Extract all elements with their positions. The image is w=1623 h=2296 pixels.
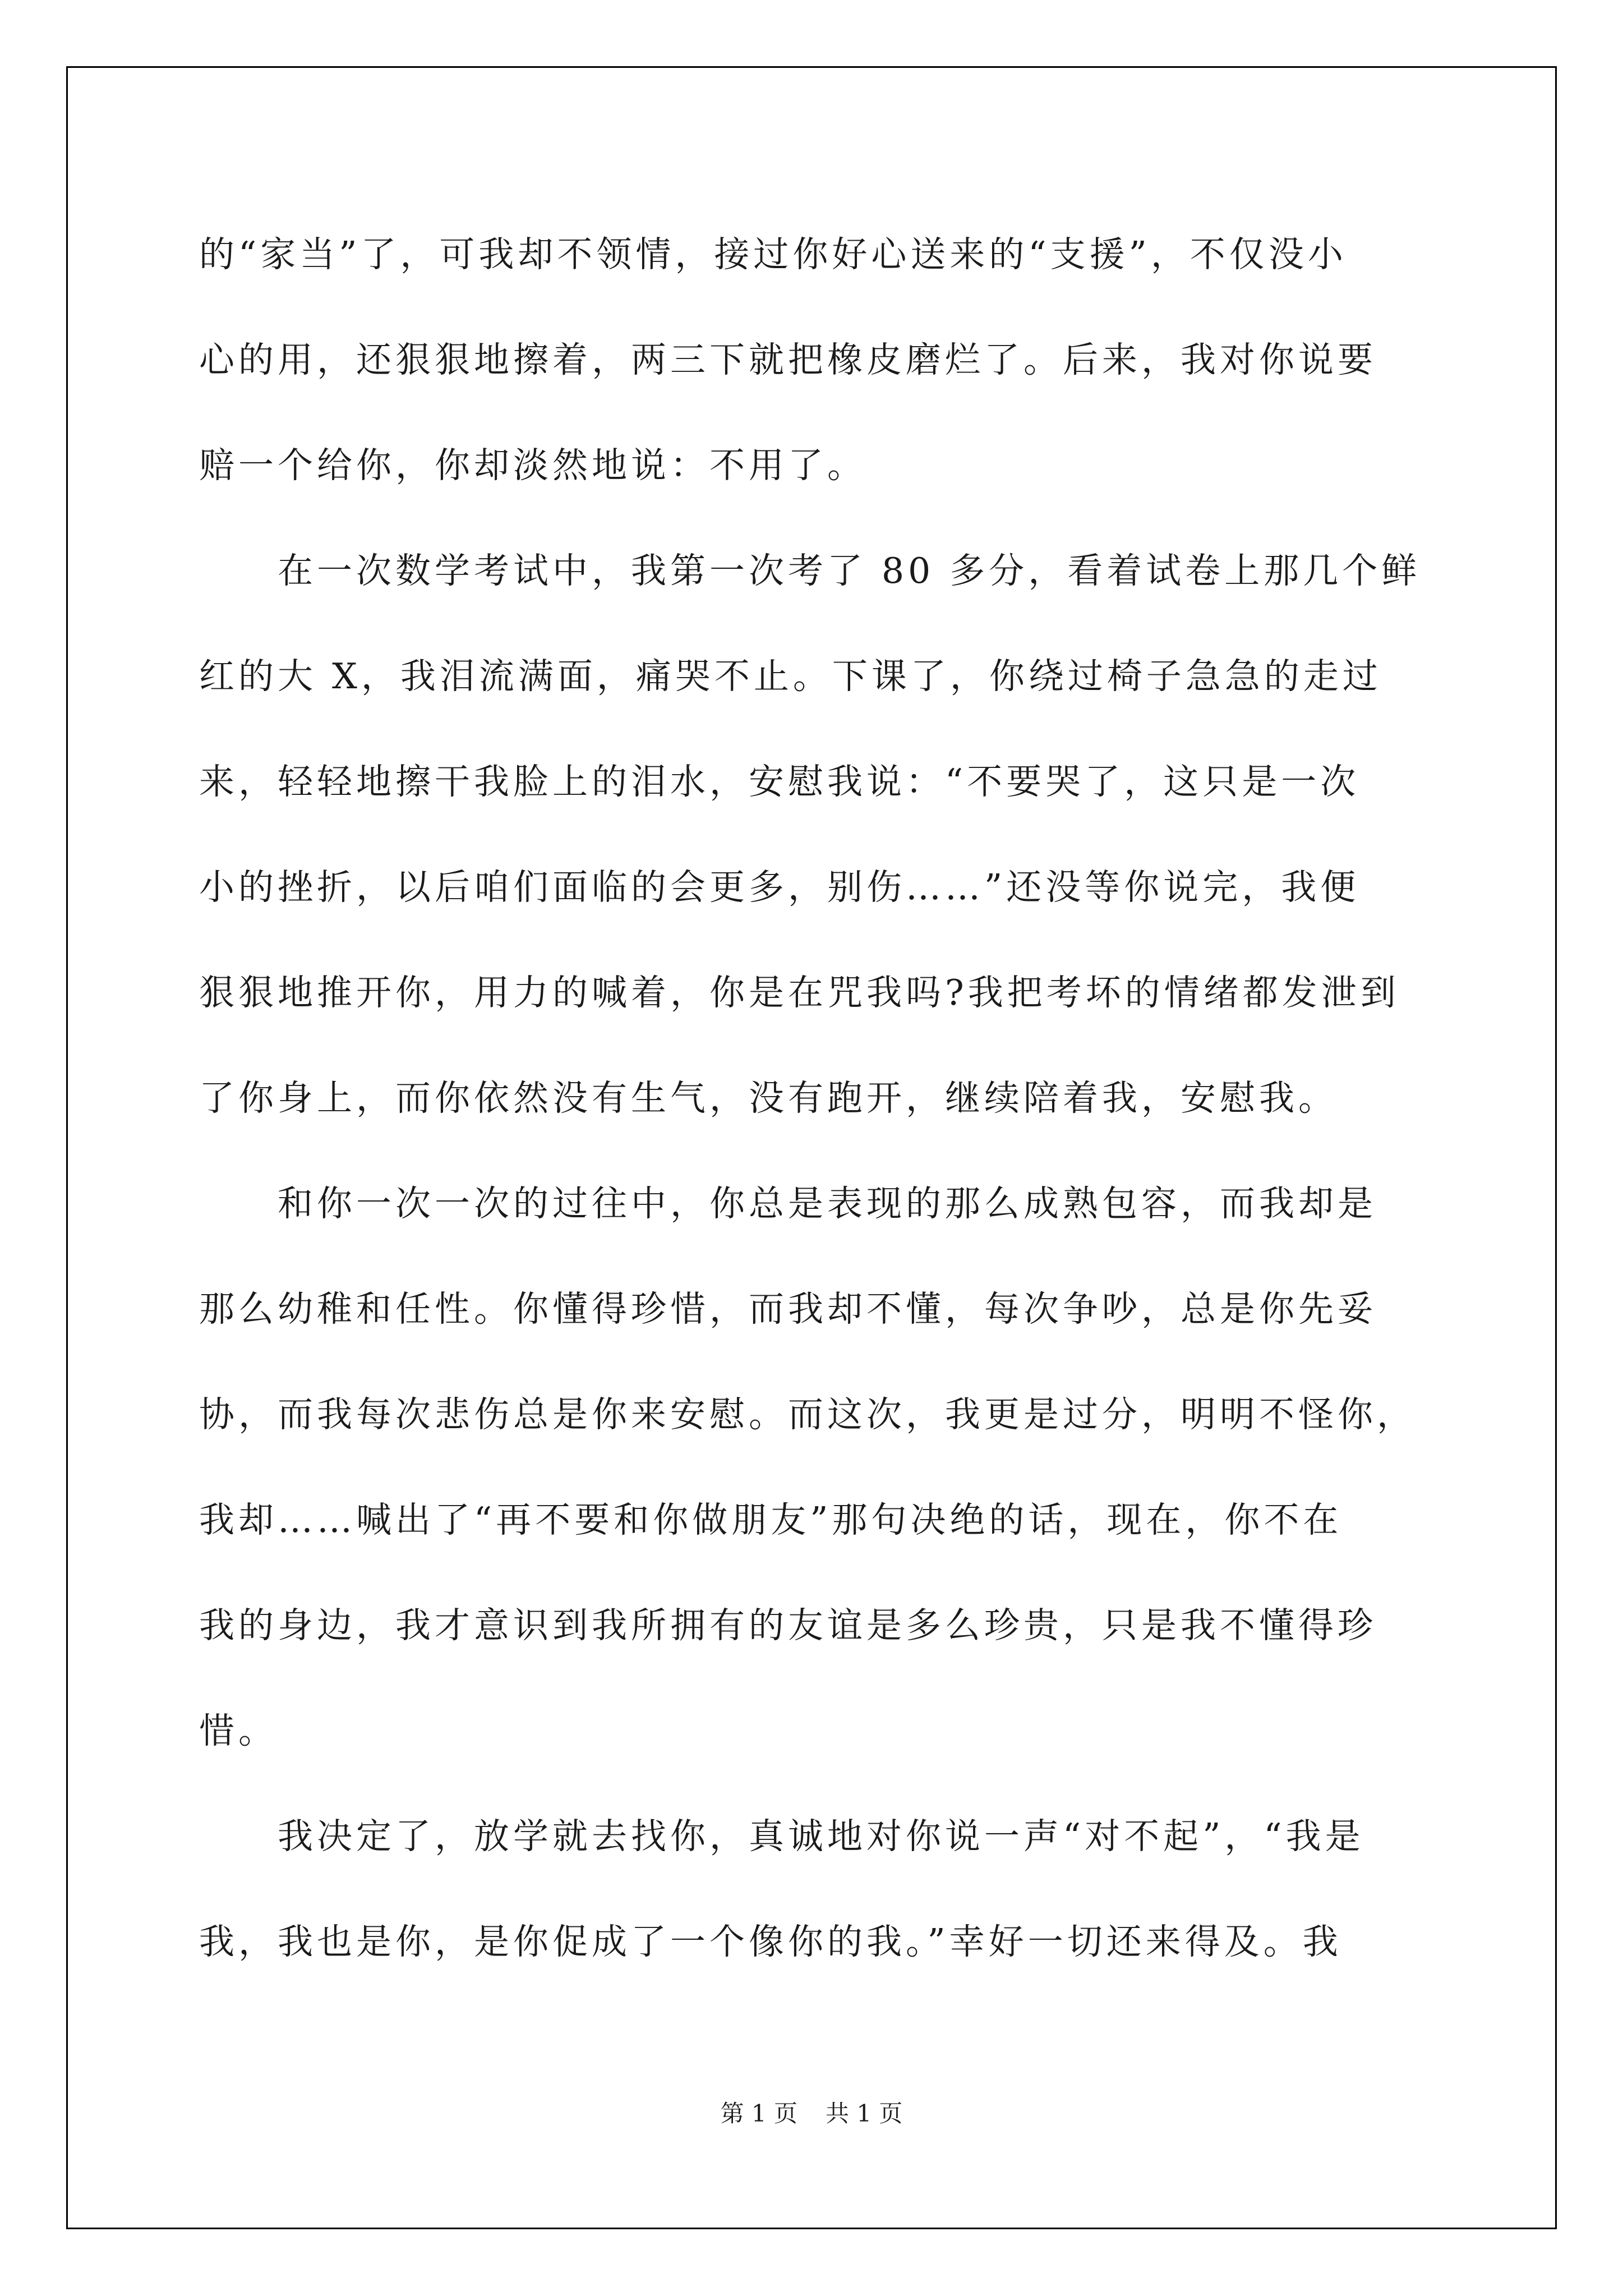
text-line: 赔一个给你，你却淡然地说：不用了。	[199, 445, 866, 486]
text-line: 我的身边，我才意识到我所拥有的友谊是多么珍贵，只是我不懂得珍	[199, 1605, 1377, 1646]
text-line: 的“家当”了，可我却不领情，接过你好心送来的“支援”，不仅没小	[199, 234, 1347, 275]
text-line: 红的大 X，我泪流满面，痛哭不止。下课了，你绕过椅子急急的走过	[199, 656, 1382, 697]
text-line: 小的挫折，以后咱们面临的会更多，别伤……”还没等你说完，我便	[199, 867, 1360, 908]
text-line: 我却……喊出了“再不要和你做朋友”那句决绝的话，现在，你不在	[199, 1499, 1343, 1540]
page-total: 共 1 页	[826, 2100, 903, 2127]
text-line: 协，而我每次悲伤总是你来安慰。而这次，我更是过分，明明不怪你，	[199, 1394, 1416, 1435]
text-line: 了你身上，而你依然没有生气，没有跑开，继续陪着我，安慰我。	[199, 1078, 1338, 1119]
text-line: 在一次数学考试中，我第一次考了 80 多分，看着试卷上那几个鲜	[278, 550, 1421, 591]
text-line: 心的用，还狠狠地擦着，两三下就把橡皮磨烂了。后来，我对你说要	[199, 339, 1377, 380]
text-line: 来，轻轻地擦干我脸上的泪水，安慰我说：“不要哭了，这只是一次	[199, 761, 1360, 802]
document-body	[199, 202, 1438, 1995]
page-number: 第 1 页	[720, 2100, 797, 2127]
text-line: 那么幼稚和任性。你懂得珍惜，而我却不懂，每次争吵，总是你先妥	[199, 1289, 1377, 1329]
page-footer	[0, 2095, 1623, 2129]
text-line: 我决定了，放学就去找你，真诚地对你说一声“对不起”，“我是	[278, 1816, 1364, 1857]
text-line: 惜。	[199, 1710, 278, 1751]
text-line: 狠狠地推开你，用力的喊着，你是在咒我吗?我把考坏的情绪都发泄到	[199, 972, 1400, 1013]
text-line: 我，我也是你，是你促成了一个像你的我。”幸好一切还来得及。我	[199, 1921, 1342, 1962]
text-line: 和你一次一次的过往中，你总是表现的那么成熟包容，而我却是	[278, 1183, 1377, 1224]
